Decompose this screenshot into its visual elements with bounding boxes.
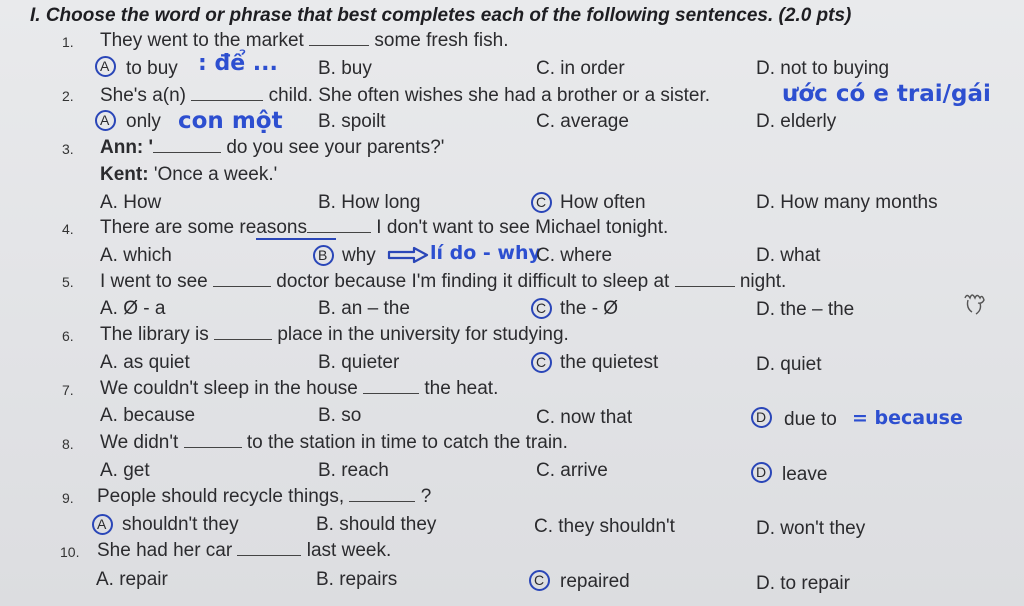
question-number: 2. [62, 88, 74, 104]
question-number: 5. [62, 274, 74, 290]
option-a: A. which [100, 245, 172, 266]
question-number: 10. [60, 544, 80, 560]
question-text-part: Ann: ' [100, 137, 154, 158]
option-c: C. arrive [536, 460, 608, 481]
question-6-text [100, 325, 569, 344]
option-c: repaired [560, 571, 630, 592]
handwritten-note: con một [178, 108, 283, 134]
option-b: B. repairs [316, 569, 398, 590]
option-b: B. reach [318, 460, 389, 481]
question-9-text [97, 487, 431, 506]
circled-letter: A [100, 112, 110, 128]
handwritten-note: lí do - why [430, 242, 541, 264]
question-10-text [97, 541, 391, 560]
option-c: C. in order [536, 58, 625, 79]
option-a: to buy [126, 58, 178, 79]
option-d: D. not to buying [756, 58, 890, 79]
option-c: the quietest [560, 352, 659, 373]
question-8-text [100, 433, 568, 452]
option-c: C. average [536, 111, 629, 132]
question-number: 7. [62, 382, 74, 398]
answer-blank [349, 500, 415, 502]
hand-scribble-icon [960, 290, 990, 318]
option-d: D. How many months [756, 192, 938, 213]
question-text-part: They went to the market [100, 30, 304, 51]
answer-blank [153, 151, 221, 153]
option-a: A. because [100, 405, 196, 426]
circled-letter: B [318, 247, 328, 263]
option-c: C. they shouldn't [534, 516, 675, 537]
option-d: D. what [756, 245, 821, 266]
answer-blank [309, 44, 369, 46]
question-5-text [100, 272, 786, 291]
option-a: shouldn't they [122, 514, 239, 535]
answer-blank [213, 285, 271, 287]
option-a: A. repair [96, 569, 168, 590]
handwritten-note: ước có e trai/gái [782, 81, 991, 107]
question-text-part: I went to see [100, 271, 208, 292]
question-4-text [100, 218, 668, 237]
option-d: D. the – the [756, 299, 855, 320]
option-d: D. elderly [756, 111, 837, 132]
question-text-part: night. [739, 271, 787, 292]
option-d: D. quiet [756, 354, 822, 375]
option-c: C. now that [536, 407, 633, 428]
question-text-part: do you see your parents?' [226, 137, 445, 158]
option-b: B. quieter [318, 352, 400, 373]
handwritten-note: : để ... [198, 51, 278, 76]
question-1-text [100, 31, 509, 50]
answer-blank [307, 231, 371, 233]
option-a: A. Ø - a [100, 298, 166, 319]
option-d: D. won't they [756, 518, 866, 539]
speaker-label: Kent: [100, 164, 149, 185]
question-text-part: People should recycle things, [97, 486, 345, 507]
option-b: B. How long [318, 192, 421, 213]
answer-blank [214, 338, 272, 340]
question-number: 3. [62, 141, 74, 157]
question-text-part: place in the university for studying. [277, 324, 569, 345]
circled-letter: A [100, 58, 110, 74]
question-number: 4. [62, 221, 74, 237]
option-b: B. should they [316, 514, 437, 535]
option-c: the - Ø [560, 298, 619, 319]
arrow-right-icon [386, 245, 430, 265]
question-text-part: I don't want to see Michael tonight. [376, 217, 669, 238]
circled-letter: A [97, 516, 107, 532]
option-a: A. How [100, 192, 162, 213]
option-d: D. to repair [756, 573, 850, 594]
option-c: C. where [536, 245, 613, 266]
question-2-text [100, 86, 710, 105]
answer-blank [184, 446, 242, 448]
question-text-part: ? [420, 486, 432, 507]
question-text-part: the heat. [424, 378, 499, 399]
option-b: B. buy [318, 58, 372, 79]
question-text-part: We didn't [100, 432, 179, 453]
question-text-part: last week. [306, 540, 392, 561]
ink-underline [256, 238, 336, 240]
handwritten-note: = because [852, 407, 963, 429]
question-3-text [100, 138, 444, 157]
option-b: B. so [318, 405, 362, 426]
question-number: 9. [62, 490, 74, 506]
reply-text: 'Once a week.' [153, 164, 278, 185]
question-text-part: The library is [100, 324, 209, 345]
question-text-part: child. She often wishes she had a brother or a sister. [268, 85, 711, 106]
option-b: B. spoilt [318, 111, 386, 132]
question-text-part: doctor because I'm finding it difficult to sleep at [276, 271, 670, 292]
circled-letter: C [534, 572, 545, 588]
circled-letter: C [536, 300, 547, 316]
question-text-part: She's a(n) [100, 85, 187, 106]
question-text-part: some fresh fish. [374, 30, 509, 51]
circled-letter: D [756, 464, 767, 480]
option-a: A. as quiet [100, 352, 190, 373]
question-number: 1. [62, 34, 74, 50]
question-text-part: to the station in time to catch the train. [246, 432, 568, 453]
option-d: leave [782, 464, 828, 485]
question-3-reply [100, 165, 277, 184]
circled-letter: C [536, 194, 547, 210]
question-number: 6. [62, 328, 74, 344]
answer-blank [363, 392, 419, 394]
section-heading: I. Choose the word or phrase that best completes each of the following sentences. (2.0 pts) [30, 5, 852, 26]
option-b: why [342, 245, 376, 266]
circled-letter: D [756, 409, 767, 425]
question-number: 8. [62, 436, 74, 452]
circled-letter: C [536, 354, 547, 370]
answer-blank [237, 554, 301, 556]
option-c: How often [560, 192, 646, 213]
option-a: only [126, 111, 161, 132]
question-text-part: There are some reasons [100, 217, 307, 238]
question-text-part: She had her car [97, 540, 233, 561]
option-d: due to [784, 409, 837, 430]
option-b: B. an – the [318, 298, 410, 319]
question-text-part: We couldn't sleep in the house [100, 378, 358, 399]
question-7-text [100, 379, 498, 398]
answer-blank [191, 99, 263, 101]
answer-blank [675, 285, 735, 287]
option-a: A. get [100, 460, 150, 481]
